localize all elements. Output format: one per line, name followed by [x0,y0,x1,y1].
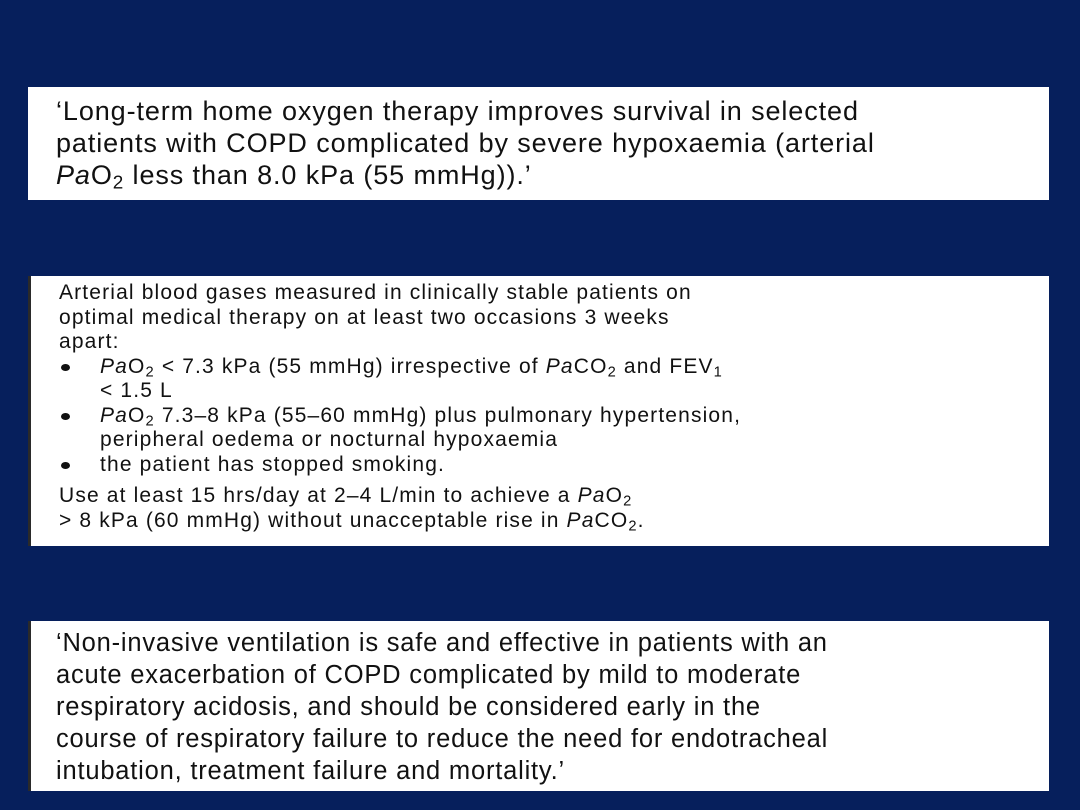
oxygen-criteria-box [28,276,1049,546]
list-item: PaO$_2$ < 7.3 kPa (55 mmHg) irrespective of PaCO$_2$ and $FEV_1$ < 1.5 L [59,355,1049,404]
niv-quote-box [28,621,1049,791]
oxygen-therapy-quote-box [28,87,1049,200]
list-item: PaO$_2$ 7.3–8 kPa (55–60 mmHg) plus pulmonary hypertension, peripheral oedema or nocturnal hypoxaemia [59,404,1049,453]
quote-line-5: intubation, treatment failure and mortality.’ [56,757,565,785]
quote-line-2: patients with COPD complicated by severe hypoxaemia (arterial [56,128,875,158]
quote-line-1: ‘Non-invasive ventilation is safe and effective in patients with an [56,629,828,657]
quote-line-1: ‘Long-term home oxygen therapy improves survival in selected [56,96,859,126]
quote-line-3: PaO$_2$ less than 8.0 kPa (55 mmHg)).’ [56,160,532,194]
criteria-intro-line-1: Arterial blood gases measured in clinically stable patients on [59,281,692,304]
list-item: the patient has stopped smoking. [59,453,1049,478]
quote-line-4: course of respiratory failure to reduce the need for endotracheal [56,725,829,753]
usage-line-1: Use at least 15 hrs/day at 2–4 L/min to achieve a PaO$_2$ [59,484,633,510]
box-accent-bar [28,621,31,791]
quote-line-3: respiratory acidosis, and should be considered early in the [56,693,761,721]
usage-line-2: > 8 kPa (60 mmHg) without unacceptable rise in PaCO$_2$. [59,508,645,535]
bullet-icon [61,364,70,371]
criteria-intro-line-2: optimal medical therapy on at least two occasions 3 weeks [59,305,670,329]
box-accent-bar [28,276,31,546]
quote-line-2: acute exacerbation of COPD complicated by mild to moderate [56,661,802,689]
criteria-intro-line-3: apart: [59,330,120,353]
bullet-icon [61,462,70,469]
criteria-list [59,355,1049,478]
bullet-icon [61,413,70,420]
